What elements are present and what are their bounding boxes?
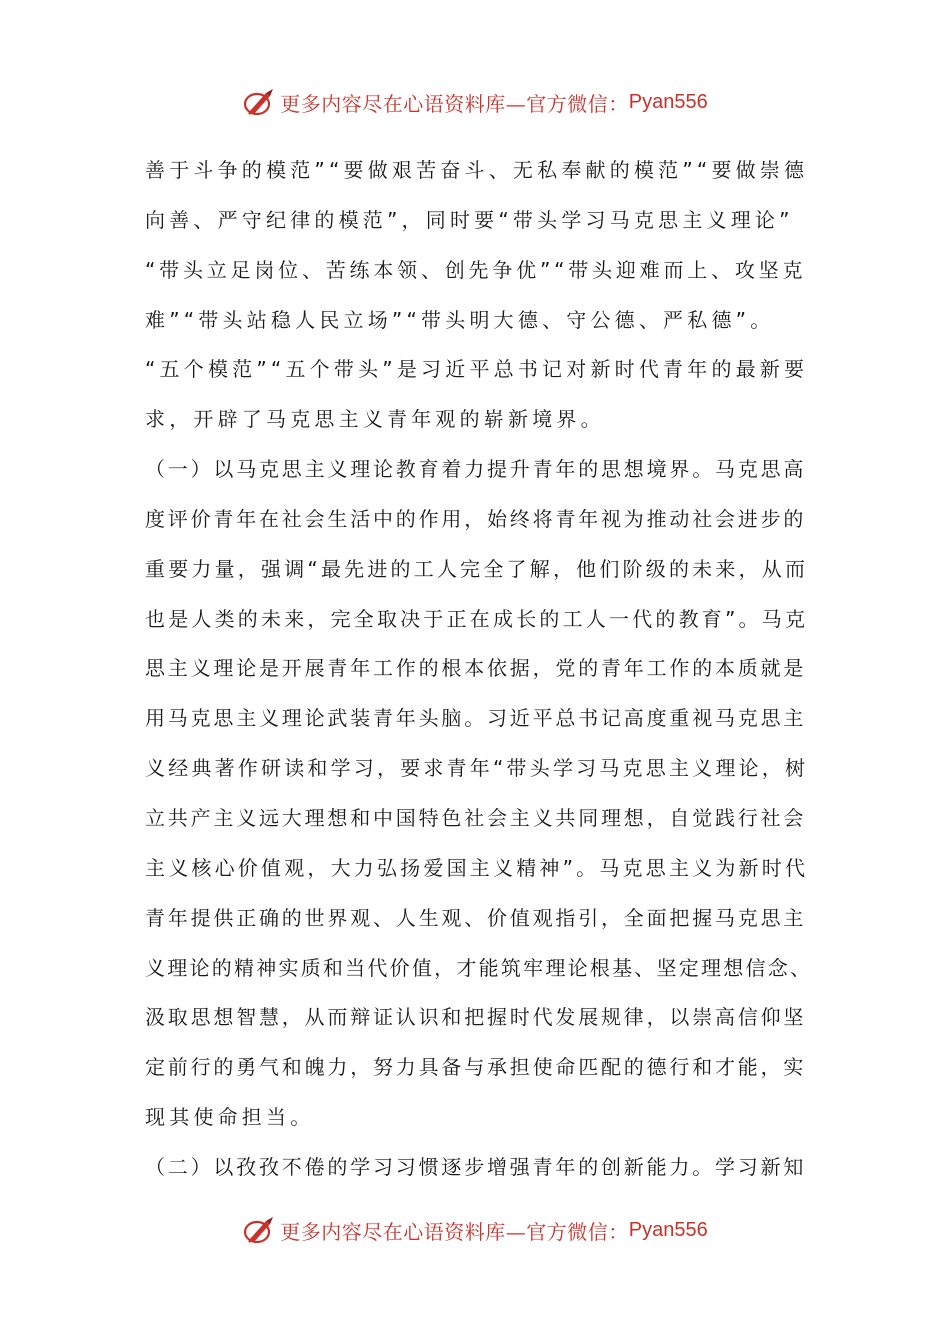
text-line: 重要力量，强调“最先进的工人完全了解，他们阶级的未来，从而 [145, 556, 809, 581]
text-line: 也是人类的未来，完全取决于正在成长的工人一代的教育”。马克 [145, 606, 809, 631]
section-heading-line: （一）以马克思主义理论教育着力提升青年的思想境界。马克思高 [145, 457, 807, 482]
text-line: 汲取思想智慧，从而辩证认识和把握时代发展规律，以崇高信仰坚 [145, 1005, 807, 1030]
footer-banner [0, 1210, 950, 1250]
text-line: 主义核心价值观，大力弘扬爱国主义精神”。马克思主义为新时代 [145, 855, 809, 880]
header-banner [0, 82, 950, 122]
banner-text: 更多内容尽在心语资料库—官方微信： [280, 1219, 629, 1244]
text-line: 现其使命担当。 [145, 1105, 315, 1130]
pen-logo-icon [242, 1215, 276, 1245]
text-line: 青年提供正确的世界观、人生观、价值观指引，全面把握马克思主 [145, 905, 807, 930]
text-line: 思主义理论是开展青年工作的根本依据，党的青年工作的本质就是 [145, 656, 807, 681]
text-line: 难”“带头站稳人民立场”“带头明大德、守公德、严私德”。 [145, 307, 775, 332]
text-line: 义理论的精神实质和当代价值，才能筑牢理论根基、坚定理想信念、 [145, 955, 810, 980]
text-line: 用马克思主义理论武装青年头脑。习近平总书记高度重视马克思主 [145, 706, 807, 731]
text-line: 善于斗争的模范”“要做艰苦奋斗、无私奉献的模范”“要做崇德 [145, 158, 809, 182]
body-text [145, 146, 810, 1193]
pen-logo-icon [242, 87, 276, 117]
text-line: 立共产主义远大理想和中国特色社会主义共同理想，自觉践行社会 [145, 805, 807, 830]
text-line: 求，开辟了马克思主义青年观的崭新境界。 [145, 407, 605, 432]
banner-text: 更多内容尽在心语资料库—官方微信： [280, 91, 629, 116]
text-line: 向善、严守纪律的模范”，同时要“带头学习马克思主义理论” [145, 207, 794, 232]
text-line: “五个模范”“五个带头”是习近平总书记对新时代青年的最新要 [145, 357, 809, 382]
text-line: 定前行的勇气和魄力，努力具备与承担使命匹配的德行和才能，实 [145, 1055, 807, 1080]
banner-account: Pyan556 [628, 90, 708, 113]
banner-account: Pyan556 [628, 1218, 708, 1241]
section-heading-line: （二）以孜孜不倦的学习习惯逐步增强青年的创新能力。学习新知 [145, 1154, 807, 1179]
text-line: 义经典著作研读和学习，要求青年“带头学习马克思主义理论，树 [145, 756, 809, 781]
text-line: 度评价青年在社会生活中的作用，始终将青年视为推动社会进步的 [145, 506, 807, 531]
text-line: “带头立足岗位、苦练本领、创先争优”“带头迎难而上、攻坚克 [145, 257, 807, 282]
